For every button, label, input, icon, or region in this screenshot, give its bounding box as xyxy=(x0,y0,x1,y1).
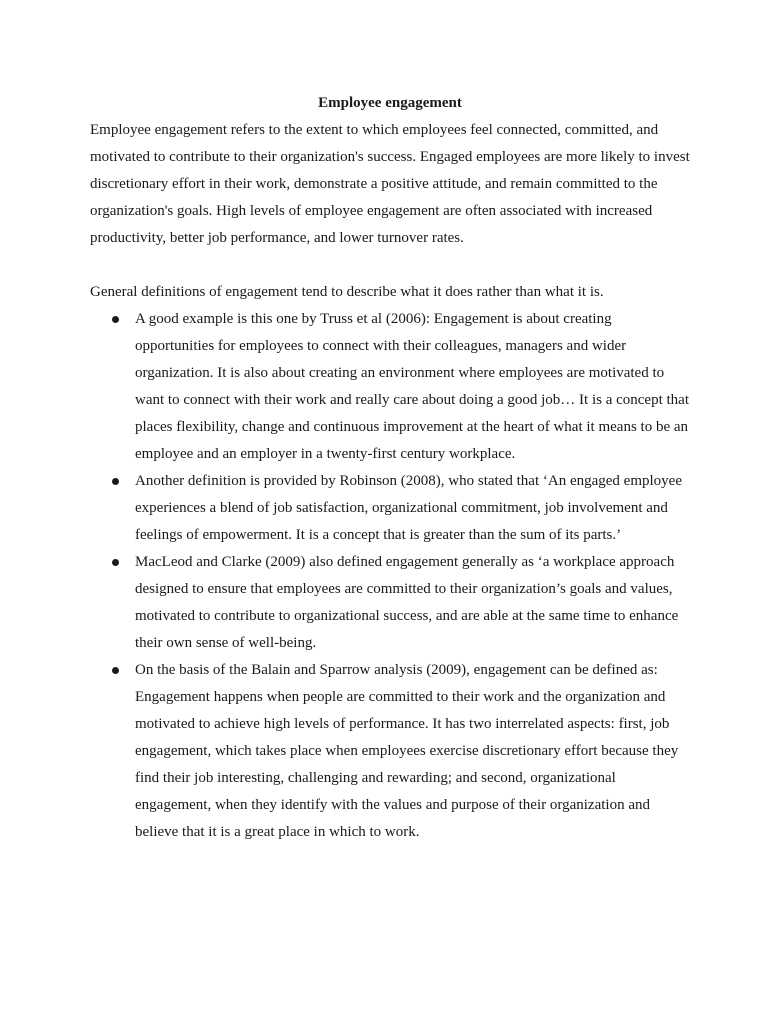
document-page xyxy=(90,90,690,846)
bullet-icon xyxy=(112,559,119,566)
list-item-text: Another definition is provided by Robinson (2008), who stated that ‘An engaged employee experiences a blend of job satisfaction, organizational commitment, job involvement and feelings of empowerment. It is a concept that is greater than the sum of its parts.’ xyxy=(135,473,682,543)
lead-paragraph: General definitions of engagement tend to describe what it does rather than what it is. xyxy=(90,284,604,300)
document-title: Employee engagement xyxy=(318,95,462,111)
list-item-text: On the basis of the Balain and Sparrow analysis (2009), engagement can be defined as: Engagement happens when people are committed to their work and the organization and motivated to achieve high levels of performance. It has two interrelated aspects: first, job engagement, which takes place when employees exercise discretionary effort because they find their job interesting, challenging and rewarding; and second, organizational engagement, when they identify with the values and purpose of their organization and believe that it is a great place in which to work. xyxy=(135,662,679,840)
paragraph-spacer xyxy=(90,252,690,279)
bullet-icon xyxy=(112,667,119,674)
intro-paragraph: Employee engagement refers to the extent to which employees feel connected, committed, and motivated to contribute to their organization's success. Engaged employees are more likely to invest discretionary effort in their work, demonstrate a positive attitude, and remain committed to the organization's goals. High levels of employee engagement are often associated with increased productivity, better job performance, and lower turnover rates. xyxy=(90,122,690,246)
list-item-text: A good example is this one by Truss et al (2006): Engagement is about creating opportunities for employees to connect with their colleagues, managers and wider organization. It is also about creating an environment where employees are motivated to want to connect with their work and really care about doing a good job… It is a concept that places flexibility, change and continuous improvement at the heart of what it means to be an employee and an employer in a twenty-first century workplace. xyxy=(135,311,689,462)
bullet-icon xyxy=(112,478,119,485)
bullet-icon xyxy=(112,316,119,323)
list-item xyxy=(90,468,690,549)
list-item xyxy=(90,549,690,657)
list-item xyxy=(90,306,690,468)
list-item xyxy=(90,657,690,846)
definitions-list xyxy=(90,306,690,846)
list-item-text: MacLeod and Clarke (2009) also defined engagement generally as ‘a workplace approach designed to ensure that employees are committed to their organization’s goals and values, motivated to contribute to organizational success, and are able at the same time to enhance their own sense of well-being. xyxy=(135,554,679,651)
